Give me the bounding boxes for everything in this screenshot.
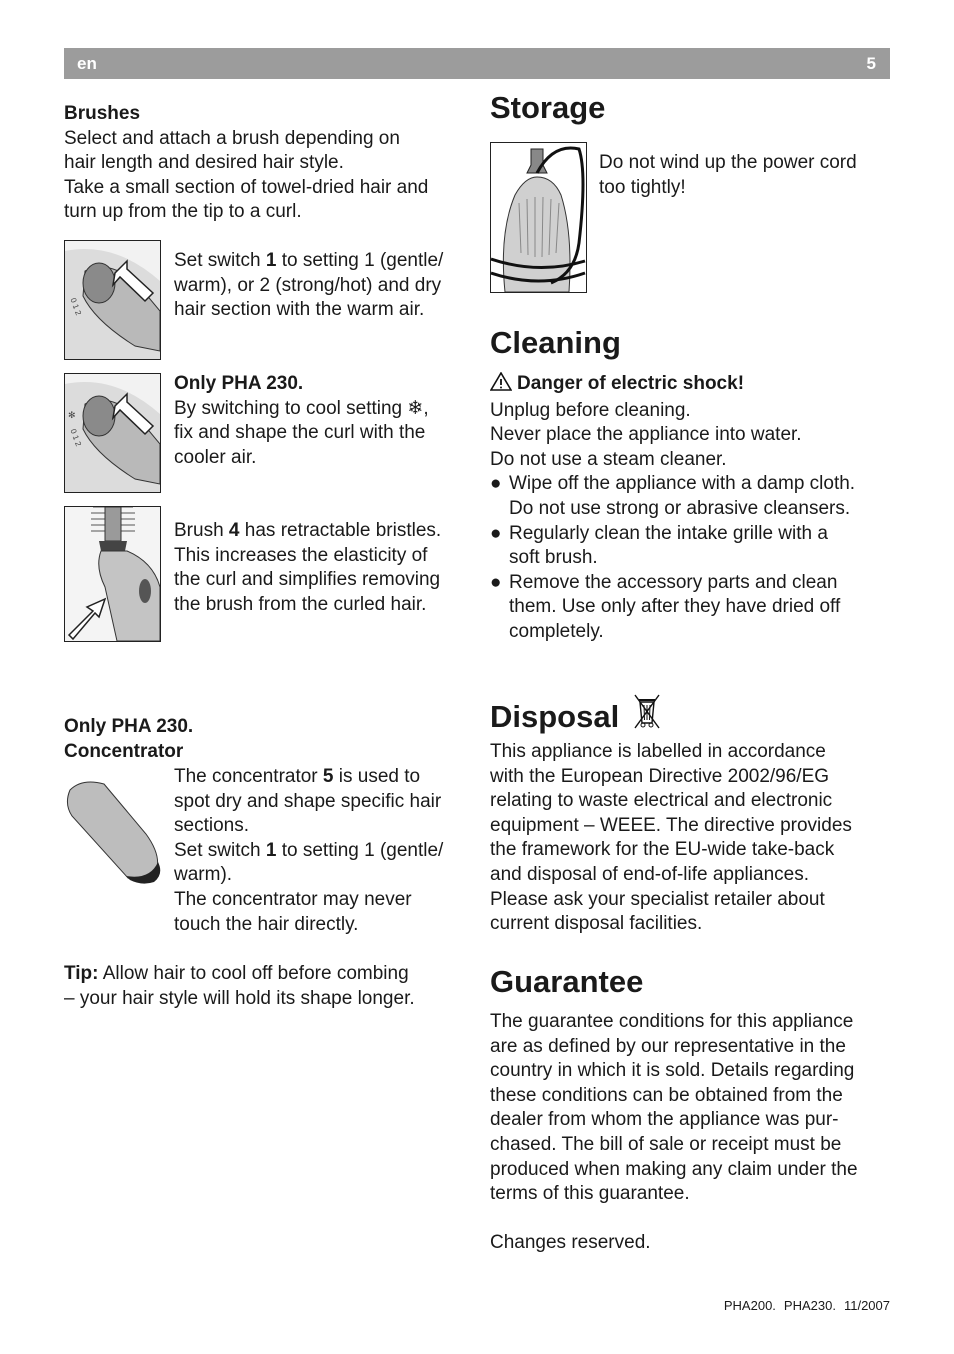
brushes-intro-line: turn up from the tip to a curl.: [64, 201, 302, 223]
step-brush-text: Brush 4 has retractable bristles. This increases the elasticity of the curl and simplifies removing the brush from the curled hair.: [174, 520, 442, 615]
cleaning-section: Danger of electric shock! Unplug before cleaning. Never place the appliance into water. Do not use a steam cleaner. ● Wipe off the appliance with a damp cloth. Do not use strong or abrasive cleansers. ● Regularly clean the intake grille with a soft brush. ● Remove the accessory parts and clean them. Use only after they have dried off completely.: [490, 372, 890, 645]
concentrator-illustration: [64, 776, 164, 884]
bullet-icon: ●: [490, 571, 502, 593]
footer-model-info: PHA200. PHA230. 11/2007: [723, 1298, 890, 1313]
guarantee-heading: Guarantee: [490, 964, 644, 999]
list-item: ● Remove the accessory parts and clean them. Use only after they have dried off completely.: [490, 571, 841, 642]
brushes-intro-line: Take a small section of towel-dried hair and: [64, 176, 429, 198]
tip-paragraph: Tip: Allow hair to cool off before combing – your hair style will hold its shape longer.: [64, 963, 415, 1009]
step-warm-text: Set switch 1 to setting 1 (gentle/ warm), or 2 (strong/hot) and dry hair section with the warm air.: [174, 250, 444, 321]
retractable-brush-illustration: [64, 506, 161, 642]
list-item: ● Wipe off the appliance with a damp cloth. Do not use strong or abrasive cleansers.: [490, 473, 856, 519]
brushes-intro-line: hair length and desired hair style.: [64, 152, 344, 174]
language-code: en: [77, 54, 97, 73]
step-cool-text: Only PHA 230. By switching to cool setting ❄, fix and shape the curl with the cooler air.: [174, 373, 429, 468]
crossed-bin-icon: [632, 693, 662, 739]
cleaning-bullets: [490, 472, 890, 644]
brushes-title: Brushes: [64, 103, 141, 124]
switch-cool-illustration: [64, 373, 161, 493]
storage-heading: Storage: [490, 90, 606, 125]
snowflake-icon: ✻: [68, 410, 76, 420]
page-number: 5: [866, 54, 876, 73]
concentrator-heading: Only PHA 230. Concentrator: [64, 716, 194, 762]
bullet-icon: ●: [490, 473, 502, 495]
switch-warm-illustration: [64, 240, 161, 360]
bullet-icon: ●: [490, 522, 502, 544]
concentrator-text: The concentrator 5 is used to spot dry and shape specific hair sections. Set switch 1 to setting 1 (gentle/ warm). The concentrator may never touch the hair directly.: [174, 766, 444, 935]
cleaning-heading: Cleaning: [490, 325, 621, 360]
disposal-heading: Disposal: [490, 693, 662, 739]
storage-text: Do not wind up the power cord too tightly!: [599, 152, 857, 198]
svg-text:0 1 2: 0 1 2: [68, 427, 83, 448]
brushes-intro-line: Select and attach a brush depending on: [64, 127, 400, 149]
warning-line: Danger of electric shock!: [490, 372, 890, 399]
list-item: ● Regularly clean the intake grille with a soft brush.: [490, 522, 828, 569]
disposal-text: This appliance is labelled in accordance with the European Directive 2002/96/EG relating to waste electrical and electronic equipment – WEEE. The directive provides the framework for the EU-wide take-back and disposal of end-of-life appliances. Please ask your specialist retailer about current disposal facilities.: [490, 741, 852, 935]
brushes-intro: [64, 102, 464, 225]
header-bar: [64, 48, 890, 79]
guarantee-text: The guarantee conditions for this appliance are as defined by our representative in the country in which it is sold. Details regarding these conditions can be obtained from the dealer from whom the appliance was pur- chased. The bill of sale or receipt must be produced when making any claim under the terms of this guarantee. Changes reserved.: [490, 1010, 890, 1256]
svg-text:0 1 2: 0 1 2: [68, 296, 83, 317]
snowflake-icon: ❄: [407, 397, 424, 419]
changes-reserved: Changes reserved.: [490, 1232, 651, 1254]
warning-triangle-icon: [490, 372, 512, 399]
storage-cord-illustration: [490, 142, 587, 293]
